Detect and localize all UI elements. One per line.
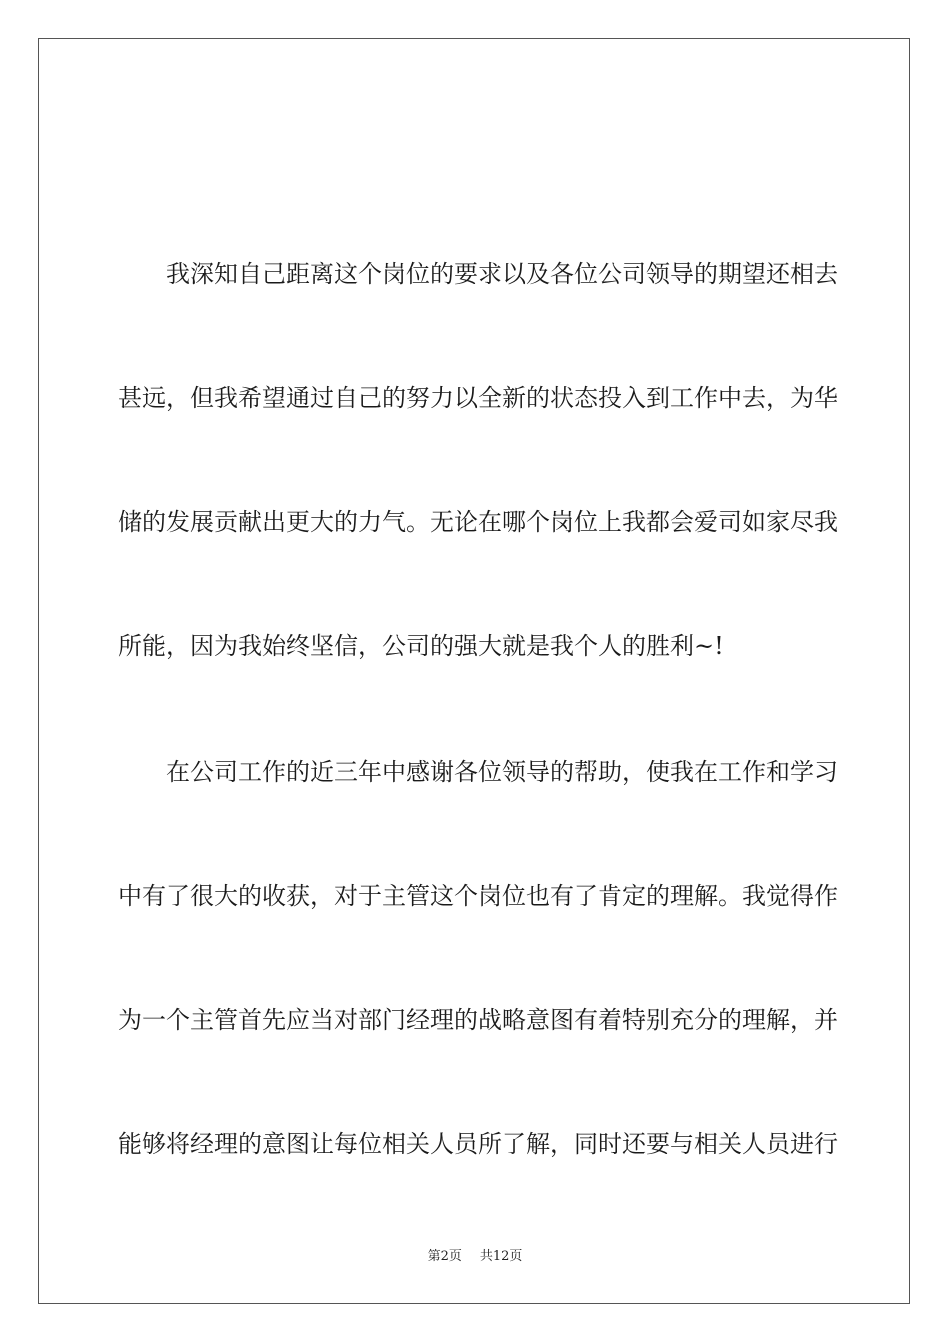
paragraph-1-line-2: 甚远，但我希望通过自己的努力以全新的状态投入到工作中去，为华 xyxy=(118,384,838,412)
page-number: 第2页 xyxy=(427,1249,462,1264)
paragraph-2-line-4: 能够将经理的意图让每位相关人员所了解，同时还要与相关人员进行 xyxy=(118,1130,838,1158)
paragraph-1-line-1: 我深知自己距离这个岗位的要求以及各位公司领导的期望还相去 xyxy=(166,260,838,288)
paragraph-2-line-2: 中有了很大的收获，对于主管这个岗位也有了肯定的理解。我觉得作 xyxy=(118,882,838,910)
page-total: 共12页 xyxy=(479,1249,523,1264)
page-footer xyxy=(0,1248,950,1266)
paragraph-1-line-4: 所能，因为我始终坚信，公司的强大就是我个人的胜利~! xyxy=(118,632,724,660)
paragraph-1-line-3: 储的发展贡献出更大的力气。无论在哪个岗位上我都会爱司如家尽我 xyxy=(118,508,838,536)
paragraph-2-line-3: 为一个主管首先应当对部门经理的战略意图有着特别充分的理解，并 xyxy=(118,1006,838,1034)
page-border xyxy=(38,38,910,1304)
paragraph-2-line-1: 在公司工作的近三年中感谢各位领导的帮助，使我在工作和学习 xyxy=(166,758,838,786)
